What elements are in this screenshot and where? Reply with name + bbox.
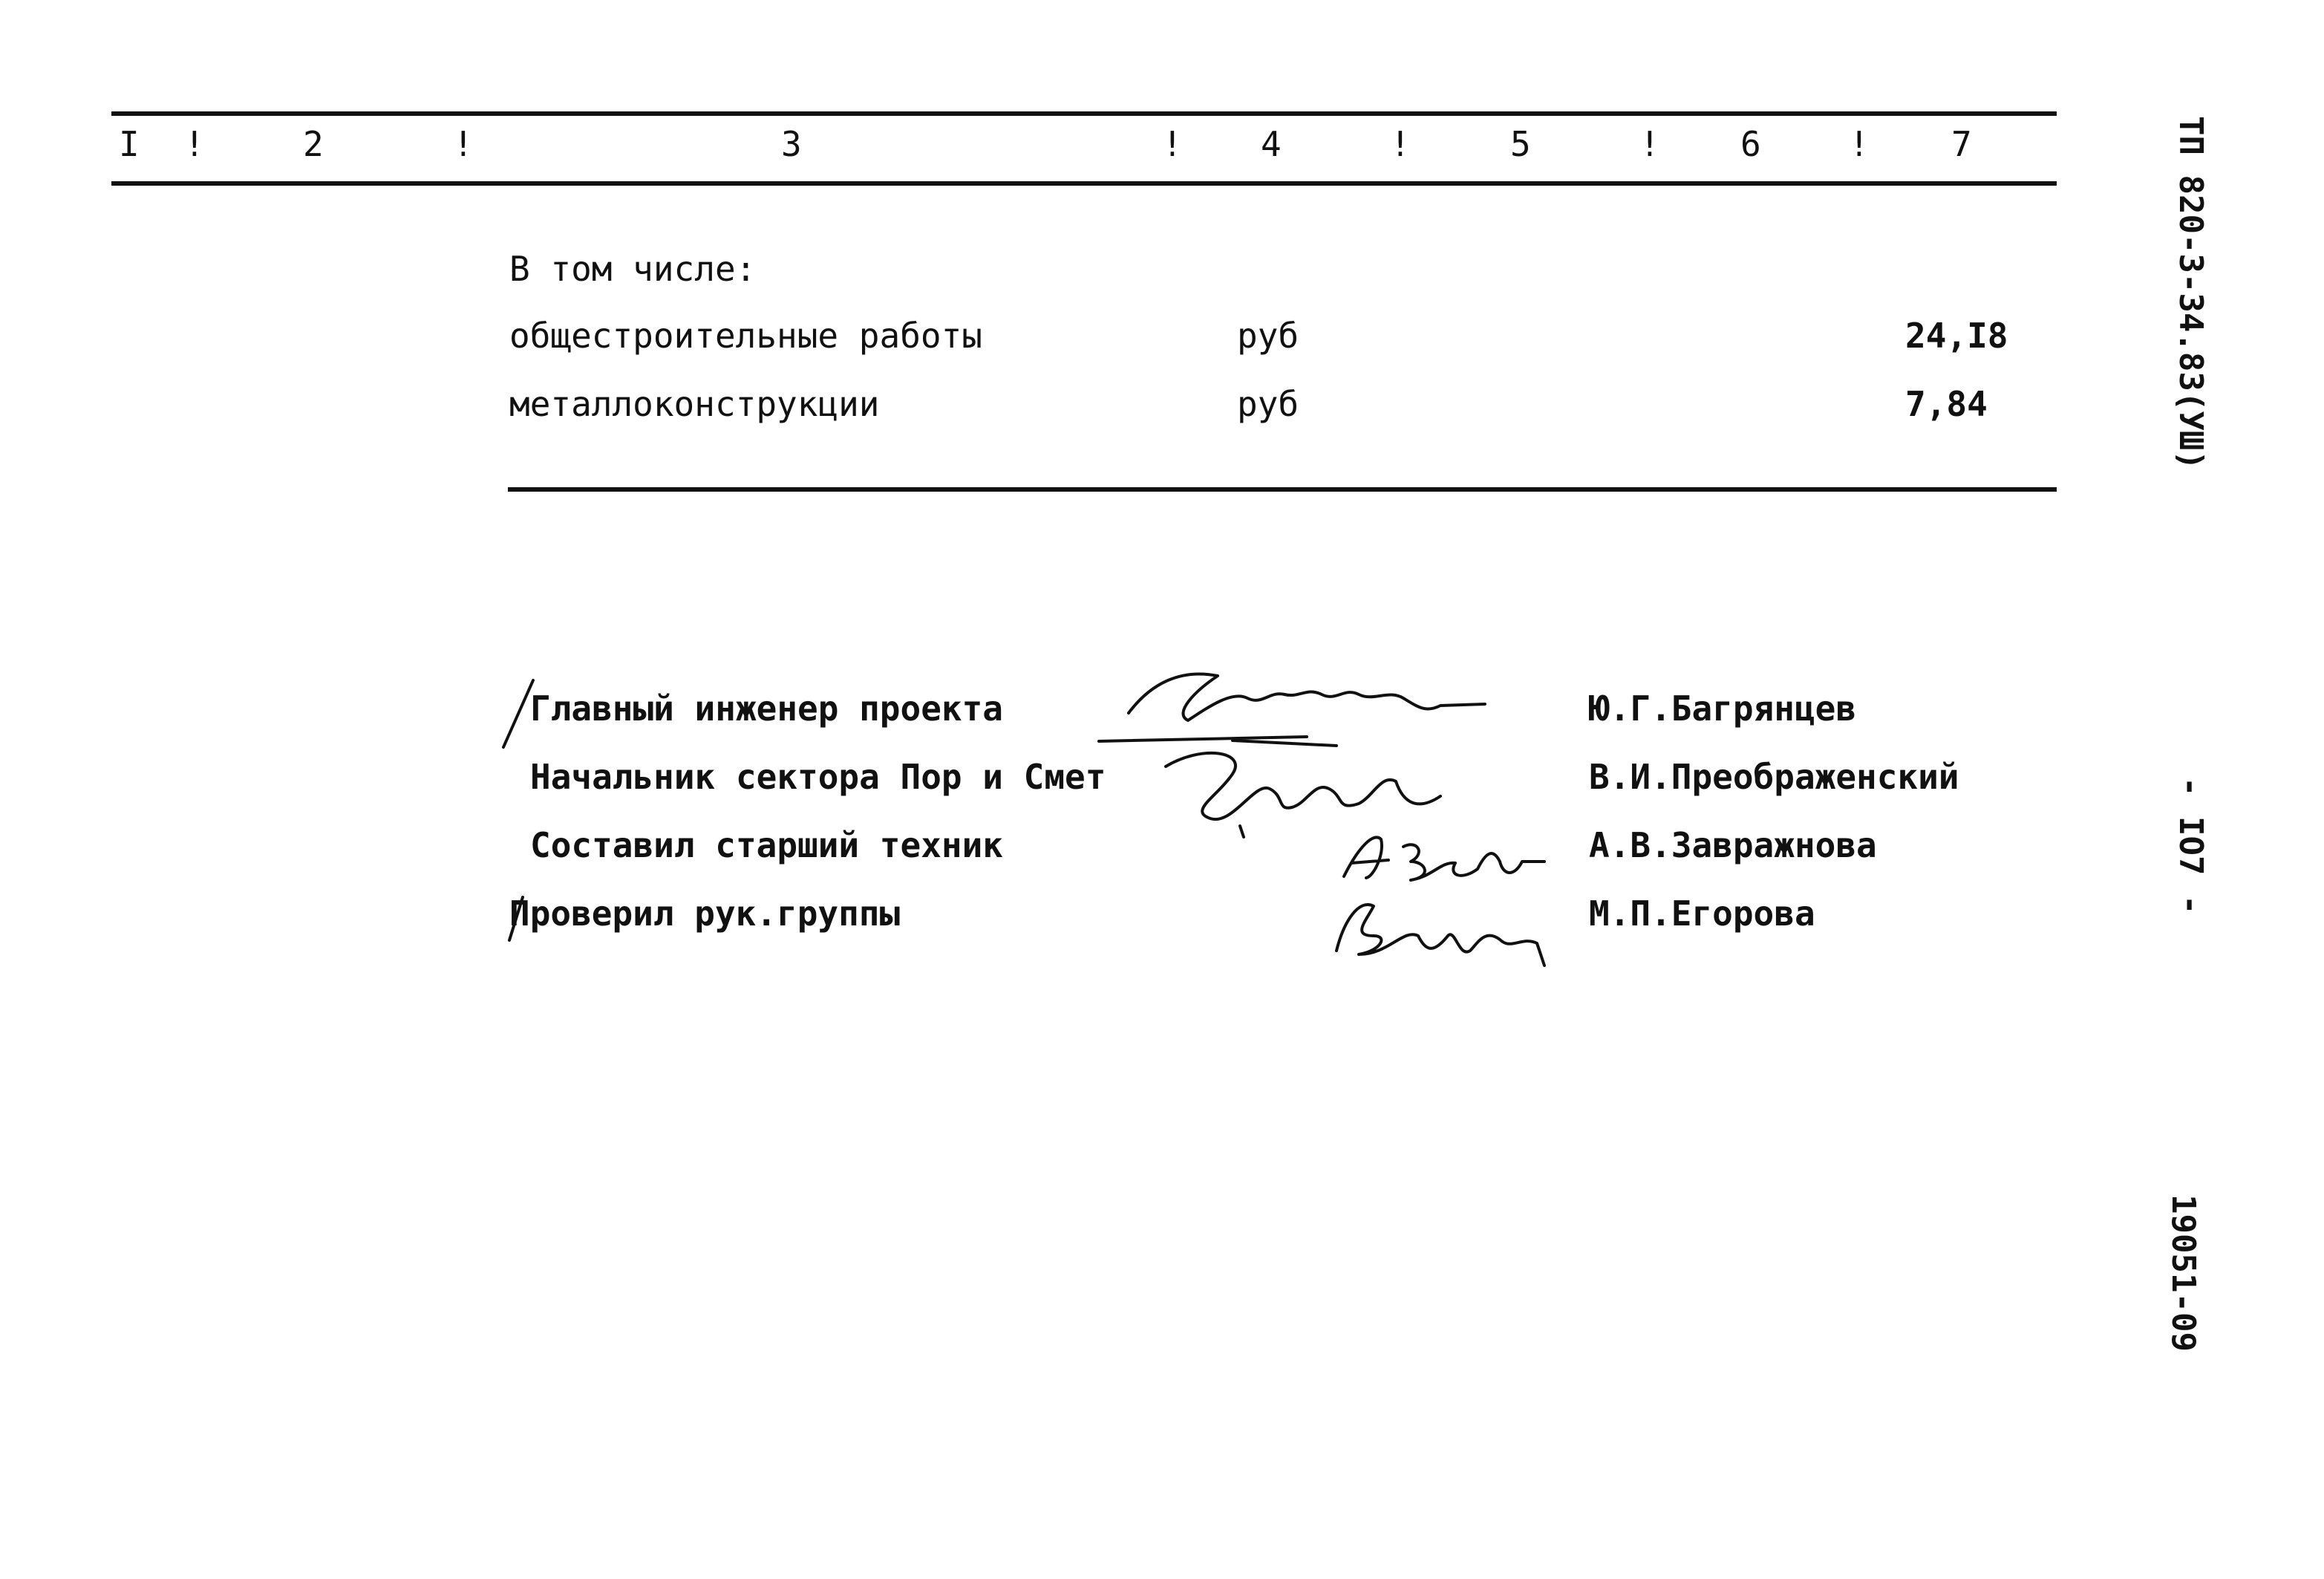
column-number-2: 2	[303, 124, 324, 164]
signature-name: В.И.Преображенский	[1589, 757, 1959, 797]
column-number-4: 4	[1261, 124, 1282, 164]
summary-row-value: 24,I8	[1905, 316, 2008, 356]
summary-row-unit: руб	[1237, 316, 1299, 356]
column-separator: !	[1849, 124, 1870, 164]
column-number-3: 3	[781, 124, 802, 164]
signature-title: Составил старший техник	[530, 825, 1003, 865]
summary-bottom-rule	[508, 487, 2057, 492]
handwritten-signature	[1329, 817, 1552, 891]
archive-number: 19051-09	[2164, 1194, 2202, 1352]
signature-name: М.П.Егорова	[1589, 893, 1815, 934]
summary-row-name: металлоконструкции	[509, 384, 880, 424]
column-number-5: 5	[1510, 124, 1531, 164]
header-top-rule	[111, 111, 2057, 116]
column-separator: !	[184, 124, 205, 164]
column-separator: !	[1639, 124, 1660, 164]
handwritten-signature	[1314, 884, 1552, 973]
summary-row-value: 7,84	[1905, 384, 1988, 424]
signature-name: А.В.Завражнова	[1589, 825, 1877, 865]
header-bottom-rule	[111, 181, 2057, 186]
column-separator: !	[1162, 124, 1183, 164]
signature-title: Начальник сектора Пор и Смет	[530, 757, 1106, 797]
column-number-1: I	[119, 124, 140, 164]
column-separator: !	[1390, 124, 1411, 164]
document-code: ТП 820-3-34.83(УШ)	[2172, 116, 2210, 470]
page-number: - IO7 -	[2172, 777, 2210, 915]
column-number-7: 7	[1951, 124, 1972, 164]
summary-row-name: общестроительные работы	[509, 316, 982, 356]
signature-title: Проверил рук.группы	[509, 893, 901, 934]
handwritten-signature	[1084, 654, 1500, 743]
summary-row-unit: руб	[1237, 384, 1299, 424]
signature-name: Ю.Г.Багрянцев	[1589, 688, 1857, 729]
summary-intro: В том числе:	[509, 249, 757, 289]
signature-title: Главный инженер проекта	[530, 688, 1003, 729]
column-separator: !	[453, 124, 474, 164]
column-number-6: 6	[1740, 124, 1761, 164]
